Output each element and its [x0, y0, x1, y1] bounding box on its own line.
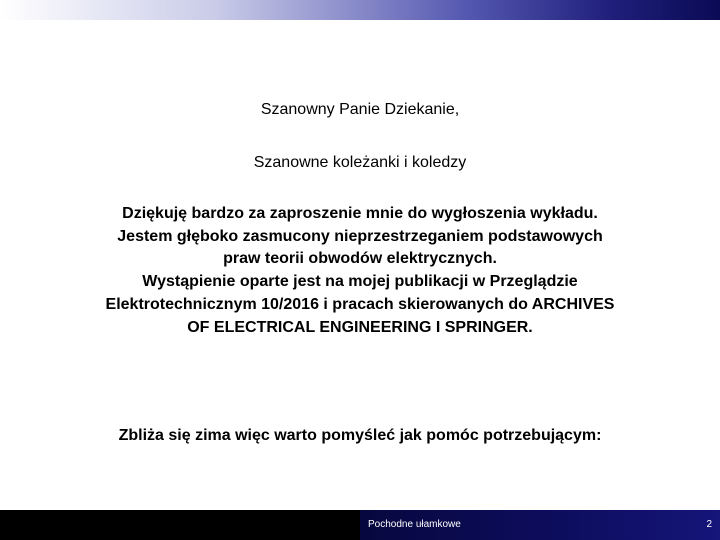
body-line: praw teorii obwodów elektrycznych. [223, 250, 497, 268]
body-paragraph [60, 203, 660, 339]
body-line: Dziękuję bardzo za zaproszenie mnie do wygłoszenia wykładu. [122, 205, 598, 222]
body-line: OF ELECTRICAL ENGINEERING I SPRINGER. [187, 318, 533, 336]
body-line: Wystąpienie oparte jest na mojej publikacji w Przeglądzie [142, 273, 578, 291]
footer-title: Pochodne ułamkowe [368, 519, 461, 530]
footer-right-segment [560, 510, 720, 540]
body-line: Elektrotechnicznym 10/2016 i pracach skierowanych do ARCHIVES [105, 295, 615, 313]
closing-line: Zbliża się zima więc warto pomyśleć jak pomóc potrzebującym: [118, 427, 602, 444]
footer-bar [0, 510, 720, 540]
salutation-colleagues: Szanowne koleżanki i koledzy [253, 154, 467, 171]
footer-left-segment [0, 510, 360, 540]
salutation-dean: Szanowny Panie Dziekanie, [260, 101, 460, 118]
body-line: Jestem głęboko zasmucony nieprzestrzeganiem podstawowych [117, 227, 603, 245]
page-number: 2 [706, 519, 712, 530]
